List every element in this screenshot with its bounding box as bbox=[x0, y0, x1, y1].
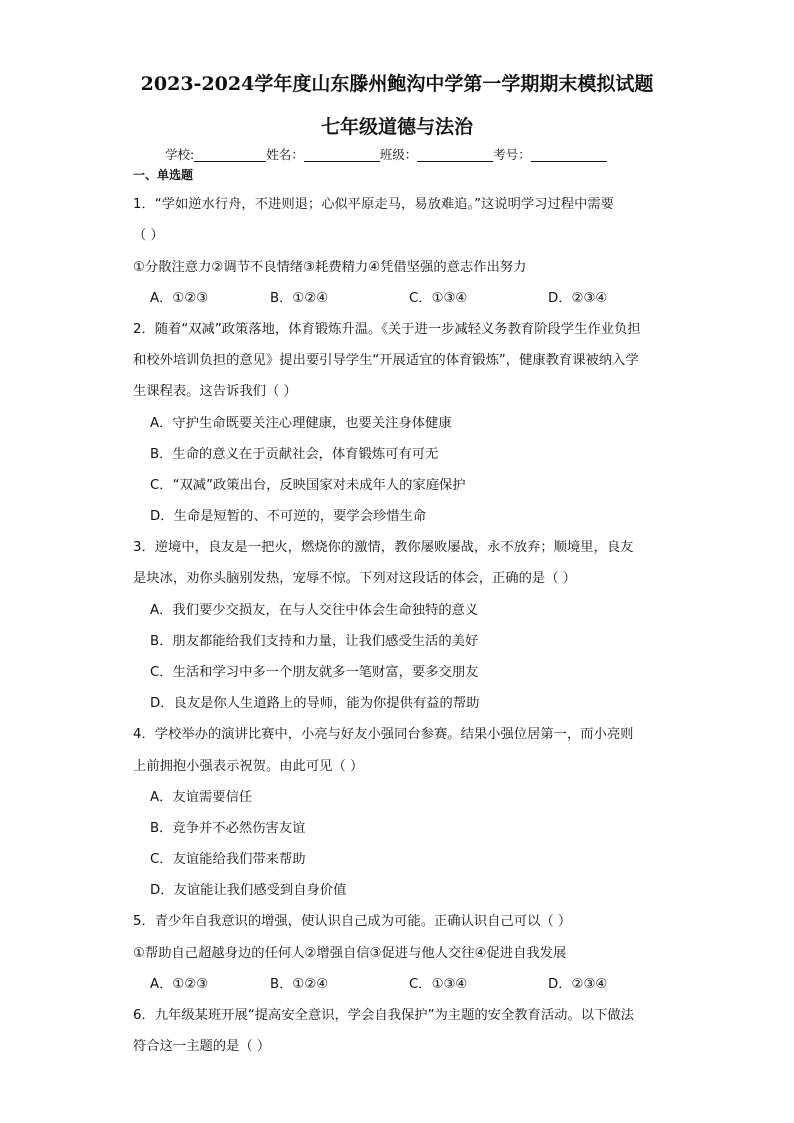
option-a: A．我们要少交损友，在与人交往中体会生命独特的意义 bbox=[150, 603, 479, 618]
name-blank bbox=[304, 147, 380, 162]
question-2-line: 和校外培训负担的意见》提出要引导学生“开展适宜的体育锻炼”，健康教育课被纳入学 bbox=[133, 353, 639, 368]
option-d: D．良友是你人生道路上的导师，能为你提供有益的帮助 bbox=[150, 696, 480, 711]
option-b: B．竞争并不必然伤害友谊 bbox=[150, 821, 306, 836]
option-b: B．生命的意义在于贡献社会，体育锻炼可有可无 bbox=[150, 447, 439, 462]
student-info-row bbox=[165, 145, 607, 163]
question-1-statement: ①分散注意力②调节不良情绪③耗费精力④凭借坚强的意志作出努力 bbox=[133, 260, 527, 275]
question-4-line: 上前拥抱小强表示祝贺。由此可见（ ） bbox=[133, 759, 364, 774]
class-label: 班级： bbox=[379, 147, 418, 162]
option-c: C．生活和学习中多一个朋友就多一笔财富，要多交朋友 bbox=[150, 665, 479, 680]
question-3-line: 3．逆境中，良友是一把火，燃烧你的激情，教你屡败屡战，永不放弃；顺境里，良友 bbox=[133, 540, 634, 555]
option-b: B．①②④ bbox=[270, 977, 329, 992]
option-c: C．①③④ bbox=[409, 291, 468, 306]
exam-title: 2023-2024学年度山东滕州鲍沟中学第一学期期末模拟试题 bbox=[140, 73, 654, 95]
question-6-line: 6．九年级某班开展“提高安全意识，学会自我保护”为主题的安全教育活动。以下做法 bbox=[133, 1008, 634, 1023]
option-a: A．①②③ bbox=[150, 977, 209, 992]
option-c: C．①③④ bbox=[409, 977, 468, 992]
school-blank bbox=[194, 147, 266, 162]
question-1-line: （ ） bbox=[133, 228, 164, 243]
question-2-line: 2．随着“双减”政策落地，体育锻炼升温。《关于进一步减轻义务教育阶段学生作业负担 bbox=[133, 322, 641, 337]
option-d: D．②③④ bbox=[548, 977, 608, 992]
question-6-line: 符合这一主题的是（ ） bbox=[133, 1039, 271, 1054]
class-blank bbox=[417, 147, 493, 162]
name-label: 姓名： bbox=[266, 147, 304, 162]
number-label: 考号： bbox=[493, 147, 531, 162]
question-2-line: 生课程表。这告诉我们（ ） bbox=[133, 384, 297, 399]
option-b: B．朋友都能给我们支持和力量，让我们感受生活的美好 bbox=[150, 634, 479, 649]
question-3-line: 是块冰，劝你头脑别发热，宠辱不惊。下列对这段话的体会，正确的是（ ） bbox=[133, 571, 577, 586]
option-a: A．①②③ bbox=[150, 291, 209, 306]
exam-subtitle: 七年级道德与法治 bbox=[320, 116, 473, 138]
option-c: C．“双减”政策出台，反映国家对未成年人的家庭保护 bbox=[150, 478, 466, 493]
question-5-statement: ①帮助自己超越身边的任何人②增强自信③促进与他人交往④促进自我发展 bbox=[133, 946, 567, 961]
question-4-line: 4．学校举办的演讲比赛中，小亮与好友小强同台参赛。结果小强位居第一，而小亮则 bbox=[133, 727, 634, 742]
option-b: B．①②④ bbox=[270, 291, 329, 306]
question-1-line: 1．“学如逆水行舟，不进则退；心似平原走马，易放难追。”这说明学习过程中需要 bbox=[133, 197, 614, 212]
option-d: D．②③④ bbox=[548, 291, 608, 306]
number-blank bbox=[531, 147, 607, 162]
option-c: C．友谊能给我们带来帮助 bbox=[150, 852, 306, 867]
option-a: A．友谊需要信任 bbox=[150, 790, 253, 805]
section-heading: 一、单选题 bbox=[133, 168, 194, 182]
question-5-line: 5．青少年自我意识的增强，使认识自己成为可能。正确认识自己可以（ ） bbox=[133, 914, 572, 929]
option-a: A．守护生命既要关注心理健康，也要关注身体健康 bbox=[150, 416, 452, 431]
option-d: D．友谊能让我们感受到自身价值 bbox=[150, 883, 347, 898]
option-d: D．生命是短暂的、不可逆的，要学会珍惜生命 bbox=[150, 509, 427, 524]
school-label: 学校: bbox=[165, 147, 195, 162]
